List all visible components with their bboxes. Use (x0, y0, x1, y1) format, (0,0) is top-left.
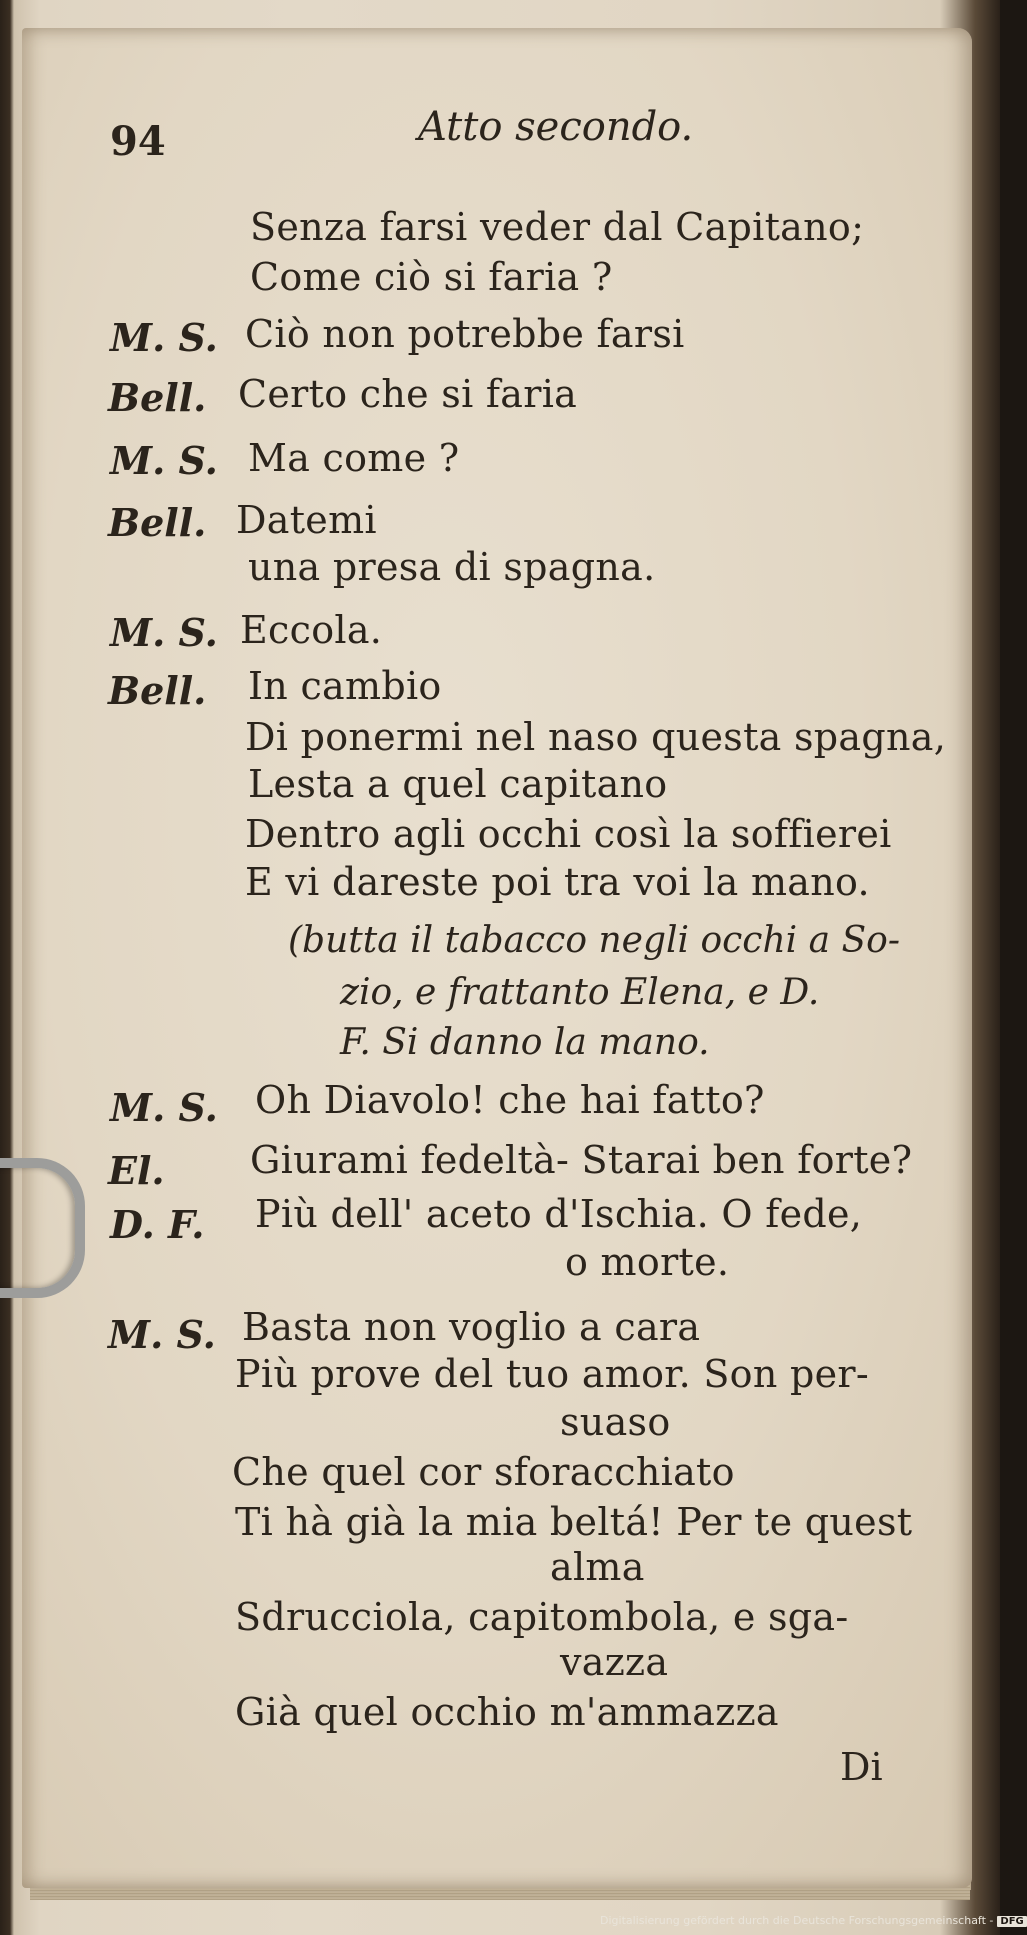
stage-direction: F. Si danno la mano. (340, 1022, 710, 1063)
verse-line: o morte. (565, 1240, 730, 1284)
verse-line: Basta non voglio a cara (242, 1305, 701, 1349)
verse-line: Sdrucciola, capitombola, e sga- (235, 1595, 849, 1639)
speaker-label: M. S. (110, 438, 218, 483)
verse-line: Più dell' aceto d'Ischia. O fede, (255, 1192, 863, 1236)
verse-line: In cambio (248, 664, 442, 708)
speaker-label: Bell. (108, 375, 207, 420)
verse-line: E vi dareste poi tra voi la mano. (245, 860, 870, 904)
verse-line: suaso (560, 1400, 671, 1444)
stage-direction: (butta il tabacco negli occhi a So- (288, 920, 901, 961)
catchword: Di (840, 1745, 883, 1789)
verse-line: Eccola. (240, 608, 383, 652)
speaker-label: D. F. (110, 1202, 205, 1247)
verse-line: Già quel occhio m'ammazza (235, 1690, 779, 1734)
speaker-label: M. S. (110, 1085, 218, 1130)
stage-direction: zio, e frattanto Elena, e D. (340, 972, 820, 1013)
verse-line: Senza farsi veder dal Capitano; (250, 205, 865, 249)
verse-line: Ciò non potrebbe farsi (245, 312, 685, 356)
speaker-label: M. S. (108, 1312, 216, 1357)
speaker-label: Bell. (108, 668, 207, 713)
verse-line: Come ciò si faria ? (250, 255, 613, 299)
book-clasp (0, 1158, 85, 1298)
dfg-logo-icon: DFG (997, 1916, 1026, 1927)
verse-line: Ma come ? (248, 436, 460, 480)
verse-line: Dentro agli occhi così la soffierei (245, 812, 892, 856)
verse-line: vazza (560, 1640, 669, 1684)
credit-text: Digitalisierung gefördert durch die Deutsche Forschungsgemeinschaft - (600, 1914, 994, 1927)
verse-line: Certo che si faria (238, 372, 578, 416)
verse-line: Ti hà già la mia beltá! Per te quest (235, 1500, 913, 1544)
verse-line: Più prove del tuo amor. Son per- (235, 1352, 870, 1396)
page-number: 94 (110, 118, 166, 165)
speaker-label: Bell. (108, 500, 207, 545)
speaker-label: El. (108, 1148, 165, 1193)
verse-line: Datemi (236, 498, 377, 542)
digitization-credit (600, 1914, 1027, 1927)
speaker-label: M. S. (110, 610, 218, 655)
verse-line: Giurami fedeltà- Starai ben forte? (250, 1138, 913, 1182)
verse-line: alma (550, 1545, 645, 1589)
running-title: Atto secondo. (418, 104, 694, 150)
verse-line: Oh Diavolo! che hai fatto? (255, 1078, 765, 1122)
speaker-label: M. S. (110, 315, 218, 360)
verse-line: Lesta a quel capitano (248, 762, 668, 806)
verse-line: Che quel cor sforacchiato (232, 1450, 735, 1494)
verse-line: una presa di spagna. (248, 545, 656, 589)
verse-line: Di ponermi nel naso questa spagna, (245, 715, 947, 759)
